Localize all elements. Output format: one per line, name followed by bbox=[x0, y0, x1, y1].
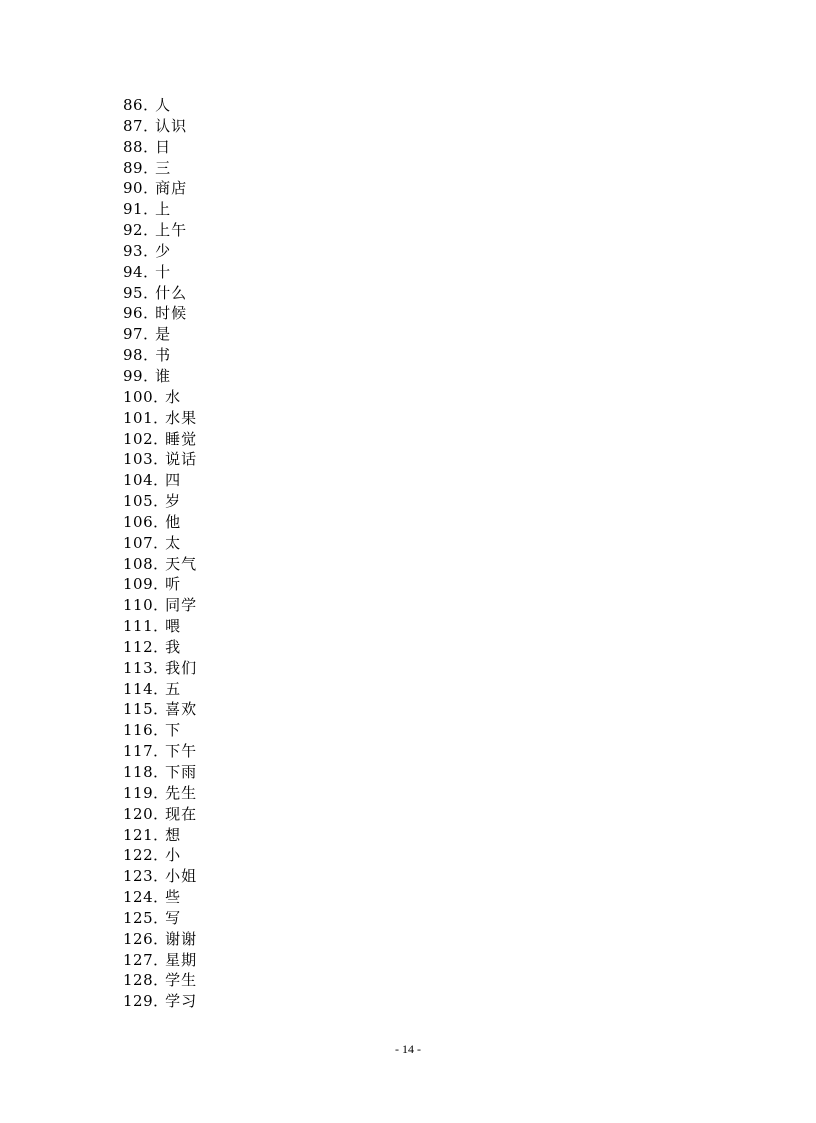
item-number: 98 bbox=[123, 346, 144, 365]
item-separator: ． bbox=[153, 429, 169, 448]
item-separator: ． bbox=[153, 679, 169, 698]
item-separator: ． bbox=[143, 262, 159, 281]
item-word: 水 bbox=[165, 387, 182, 406]
item-word: 我们 bbox=[165, 658, 198, 677]
item-number: 114 bbox=[123, 679, 154, 698]
list-item bbox=[123, 283, 197, 304]
item-word: 商店 bbox=[155, 179, 188, 198]
item-number: 110 bbox=[123, 596, 154, 615]
item-separator: ． bbox=[153, 658, 169, 677]
item-word: 小 bbox=[165, 846, 182, 865]
list-item bbox=[123, 741, 197, 762]
item-number: 112 bbox=[123, 637, 154, 656]
item-word: 岁 bbox=[165, 492, 182, 511]
item-word: 下 bbox=[165, 721, 182, 740]
item-word: 太 bbox=[165, 533, 182, 552]
item-number: 115 bbox=[123, 700, 154, 719]
item-separator: ． bbox=[143, 366, 159, 385]
item-separator: ． bbox=[153, 825, 169, 844]
item-number: 116 bbox=[123, 721, 154, 740]
item-separator: ． bbox=[143, 241, 159, 260]
item-word: 下午 bbox=[165, 742, 198, 761]
item-number: 117 bbox=[123, 742, 154, 761]
item-number: 102 bbox=[123, 429, 154, 448]
item-word: 五 bbox=[165, 679, 182, 698]
list-item bbox=[123, 720, 197, 741]
item-separator: ． bbox=[143, 304, 159, 323]
list-item bbox=[123, 429, 197, 450]
item-number: 87 bbox=[123, 116, 144, 135]
item-word: 时候 bbox=[155, 304, 188, 323]
list-item bbox=[123, 866, 197, 887]
list-item bbox=[123, 470, 197, 491]
item-number: 97 bbox=[123, 325, 144, 344]
item-number: 129 bbox=[123, 992, 154, 1011]
item-number: 99 bbox=[123, 366, 144, 385]
item-separator: ． bbox=[153, 721, 169, 740]
item-word: 上午 bbox=[155, 221, 188, 240]
item-separator: ． bbox=[153, 846, 169, 865]
item-separator: ． bbox=[153, 408, 169, 427]
item-number: 94 bbox=[123, 262, 144, 281]
item-separator: ． bbox=[143, 283, 159, 302]
list-item bbox=[123, 345, 197, 366]
item-number: 100 bbox=[123, 387, 154, 406]
list-item bbox=[123, 408, 197, 429]
item-word: 星期 bbox=[165, 950, 198, 969]
item-word: 睡觉 bbox=[165, 429, 198, 448]
item-separator: ． bbox=[153, 888, 169, 907]
list-item bbox=[123, 533, 197, 554]
item-word: 想 bbox=[165, 825, 182, 844]
item-word: 写 bbox=[165, 908, 182, 927]
item-number: 113 bbox=[123, 658, 154, 677]
item-word: 认识 bbox=[155, 116, 188, 135]
item-word: 我 bbox=[165, 637, 182, 656]
item-separator: ． bbox=[153, 929, 169, 948]
list-item bbox=[123, 387, 197, 408]
list-item bbox=[123, 616, 197, 637]
list-item bbox=[123, 491, 197, 512]
item-number: 124 bbox=[123, 888, 154, 907]
item-separator: ． bbox=[153, 908, 169, 927]
item-number: 90 bbox=[123, 179, 144, 198]
item-word: 同学 bbox=[165, 596, 198, 615]
item-word: 十 bbox=[155, 262, 172, 281]
list-item bbox=[123, 95, 197, 116]
item-separator: ． bbox=[153, 950, 169, 969]
list-item bbox=[123, 845, 197, 866]
list-item bbox=[123, 762, 197, 783]
item-word: 些 bbox=[165, 888, 182, 907]
list-item bbox=[123, 366, 197, 387]
item-separator: ． bbox=[153, 533, 169, 552]
list-item bbox=[123, 887, 197, 908]
item-word: 三 bbox=[155, 158, 172, 177]
item-word: 人 bbox=[155, 96, 172, 114]
item-word: 他 bbox=[165, 512, 182, 531]
item-number: 101 bbox=[123, 408, 154, 427]
list-item bbox=[123, 178, 197, 199]
item-number: 86 bbox=[123, 96, 144, 114]
item-separator: ． bbox=[153, 450, 169, 469]
item-separator: ． bbox=[153, 971, 169, 990]
item-number: 89 bbox=[123, 158, 144, 177]
item-separator: ． bbox=[153, 763, 169, 781]
item-number: 104 bbox=[123, 471, 154, 490]
item-word: 是 bbox=[155, 325, 172, 344]
list-item bbox=[123, 512, 197, 533]
list-item bbox=[123, 262, 197, 283]
item-number: 111 bbox=[123, 617, 154, 636]
item-word: 少 bbox=[155, 241, 172, 260]
item-word: 书 bbox=[155, 346, 172, 365]
item-word: 四 bbox=[165, 471, 182, 490]
item-number: 121 bbox=[123, 825, 154, 844]
item-number: 123 bbox=[123, 867, 154, 886]
item-number: 95 bbox=[123, 283, 144, 302]
item-separator: ． bbox=[143, 221, 159, 240]
item-separator: ． bbox=[153, 804, 169, 823]
item-separator: ． bbox=[153, 596, 169, 615]
item-number: 91 bbox=[123, 200, 144, 219]
list-item bbox=[123, 220, 197, 241]
list-item bbox=[123, 303, 197, 324]
item-number: 93 bbox=[123, 241, 144, 260]
item-separator: ． bbox=[143, 137, 159, 156]
list-item bbox=[123, 241, 197, 262]
item-word: 下雨 bbox=[165, 763, 198, 781]
item-separator: ． bbox=[143, 346, 159, 365]
item-number: 126 bbox=[123, 929, 154, 948]
item-number: 120 bbox=[123, 804, 154, 823]
item-word: 水果 bbox=[165, 408, 198, 427]
item-separator: ． bbox=[143, 158, 159, 177]
list-item bbox=[123, 595, 197, 616]
item-word: 谁 bbox=[155, 366, 172, 385]
item-word: 听 bbox=[165, 575, 182, 594]
list-item bbox=[123, 950, 197, 971]
list-item bbox=[123, 970, 197, 991]
list-item bbox=[123, 158, 197, 179]
item-number: 106 bbox=[123, 512, 154, 531]
item-number: 122 bbox=[123, 846, 154, 865]
item-separator: ． bbox=[143, 96, 159, 114]
list-item bbox=[123, 825, 197, 846]
list-item bbox=[123, 699, 197, 720]
list-item bbox=[123, 783, 197, 804]
item-separator: ． bbox=[153, 471, 169, 490]
item-number: 92 bbox=[123, 221, 144, 240]
item-word: 天气 bbox=[165, 554, 198, 573]
item-separator: ． bbox=[153, 867, 169, 886]
item-separator: ． bbox=[143, 116, 159, 135]
item-separator: ． bbox=[153, 742, 169, 761]
item-separator: ． bbox=[143, 200, 159, 219]
item-separator: ． bbox=[153, 783, 169, 802]
item-word: 现在 bbox=[165, 804, 198, 823]
item-separator: ． bbox=[153, 992, 169, 1011]
item-word: 喂 bbox=[165, 617, 182, 636]
item-number: 127 bbox=[123, 950, 154, 969]
item-number: 107 bbox=[123, 533, 154, 552]
page-number: - 14 - bbox=[395, 1042, 421, 1056]
list-item bbox=[123, 199, 197, 220]
item-word: 上 bbox=[155, 200, 172, 219]
list-item bbox=[123, 658, 197, 679]
item-separator: ． bbox=[143, 179, 159, 198]
item-separator: ． bbox=[143, 325, 159, 344]
item-separator: ． bbox=[153, 637, 169, 656]
item-separator: ． bbox=[153, 512, 169, 531]
item-separator: ． bbox=[153, 575, 169, 594]
item-number: 88 bbox=[123, 137, 144, 156]
item-word: 学生 bbox=[165, 971, 198, 990]
item-separator: ． bbox=[153, 387, 169, 406]
list-item bbox=[123, 991, 197, 1012]
item-word: 学习 bbox=[165, 992, 198, 1011]
item-separator: ． bbox=[153, 554, 169, 573]
item-word: 谢谢 bbox=[165, 929, 198, 948]
item-number: 105 bbox=[123, 492, 154, 511]
list-item bbox=[123, 554, 197, 575]
item-number: 125 bbox=[123, 908, 154, 927]
list-item bbox=[123, 804, 197, 825]
item-number: 128 bbox=[123, 971, 154, 990]
item-number: 109 bbox=[123, 575, 154, 594]
list-item bbox=[123, 137, 197, 158]
list-item bbox=[123, 574, 197, 595]
list-item bbox=[123, 679, 197, 700]
item-number: 96 bbox=[123, 304, 144, 323]
list-item bbox=[123, 449, 197, 470]
item-word: 喜欢 bbox=[165, 700, 198, 719]
item-number: 119 bbox=[123, 783, 154, 802]
item-word: 说话 bbox=[165, 450, 198, 469]
list-item bbox=[123, 908, 197, 929]
item-number: 103 bbox=[123, 450, 154, 469]
list-item bbox=[123, 637, 197, 658]
item-number: 118 bbox=[123, 763, 154, 781]
item-separator: ． bbox=[153, 492, 169, 511]
vocabulary-list bbox=[123, 95, 197, 1012]
item-number: 108 bbox=[123, 554, 154, 573]
item-separator: ． bbox=[153, 700, 169, 719]
item-word: 小姐 bbox=[165, 867, 198, 886]
item-word: 先生 bbox=[165, 783, 198, 802]
list-item bbox=[123, 324, 197, 345]
item-word: 日 bbox=[155, 137, 172, 156]
list-item bbox=[123, 116, 197, 137]
list-item bbox=[123, 929, 197, 950]
item-word: 什么 bbox=[155, 283, 188, 302]
item-separator: ． bbox=[153, 617, 169, 636]
